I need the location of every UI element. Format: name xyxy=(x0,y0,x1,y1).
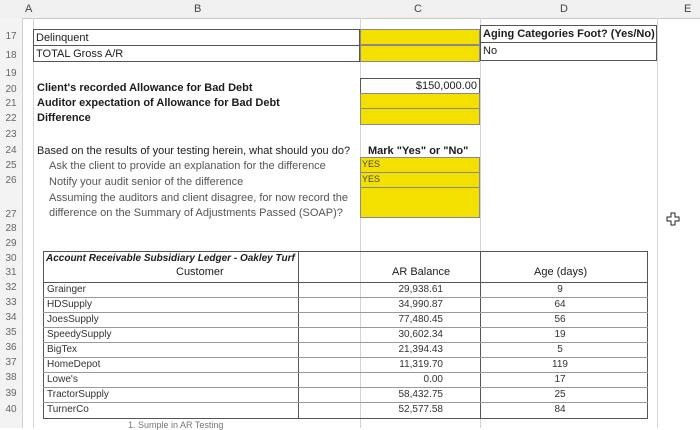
grid-line xyxy=(657,18,658,428)
ledger-age[interactable]: 119 xyxy=(552,359,568,370)
row-number[interactable]: 19 xyxy=(5,68,17,79)
mark-yes-no-instruction: Mark "Yes" or "No" xyxy=(368,145,469,157)
option-record-soap-answer-cell[interactable] xyxy=(360,187,480,218)
grid-line xyxy=(43,282,648,283)
column-e-header[interactable]: E xyxy=(684,3,692,15)
option-notify-senior-label: Notify your audit senior of the difference xyxy=(49,176,244,188)
ledger-age[interactable]: 25 xyxy=(554,389,566,400)
row-number[interactable]: 29 xyxy=(5,238,17,249)
grid-line xyxy=(43,327,648,328)
row-number[interactable]: 26 xyxy=(5,175,17,186)
ledger-age[interactable]: 9 xyxy=(557,284,563,295)
row-number[interactable]: 20 xyxy=(5,84,17,95)
aging-question-label: Aging Categories Foot? (Yes/No) xyxy=(483,28,655,40)
ledger-customer[interactable]: HomeDepot xyxy=(47,359,101,370)
ledger-age[interactable]: 64 xyxy=(554,299,566,310)
column-d-header[interactable]: D xyxy=(560,3,568,15)
ledger-customer[interactable]: TractorSupply xyxy=(47,389,109,400)
grid-line xyxy=(33,18,34,428)
row-number[interactable]: 34 xyxy=(5,312,17,323)
row-number[interactable]: 22 xyxy=(5,113,17,124)
row-number[interactable]: 18 xyxy=(5,50,17,61)
option-explanation-answer: YES xyxy=(362,159,381,169)
ledger-customer[interactable]: JoesSupply xyxy=(47,314,99,325)
age-column-header: Age (days) xyxy=(534,266,588,278)
grid-line xyxy=(298,251,299,419)
delinquent-label: Delinquent xyxy=(36,32,89,44)
grid-line xyxy=(43,312,648,313)
grid-line xyxy=(33,45,360,46)
allowance-recorded-label: Client's recorded Allowance for Bad Debt xyxy=(37,82,253,94)
aging-answer-value[interactable]: No xyxy=(483,45,498,57)
column-a-header[interactable]: A xyxy=(25,3,33,15)
ledger-age[interactable]: 56 xyxy=(554,314,566,325)
grid-line xyxy=(43,282,44,419)
ledger-balance[interactable]: 29,938.61 xyxy=(398,284,443,295)
ledger-balance[interactable]: 58,432.75 xyxy=(398,389,443,400)
ledger-customer[interactable]: TurnerCo xyxy=(47,404,89,415)
ledger-balance[interactable]: 77,480.45 xyxy=(398,314,443,325)
column-header-bar xyxy=(0,0,700,19)
row-number[interactable]: 31 xyxy=(5,267,17,278)
row-number[interactable]: 33 xyxy=(5,297,17,308)
option-explanation-label: Ask the client to provide an explanation for the difference xyxy=(49,160,326,172)
row-number[interactable]: 24 xyxy=(5,145,17,156)
grid-line xyxy=(480,42,657,43)
ledger-customer[interactable]: BigTex xyxy=(47,344,78,355)
total-gross-input-cell[interactable] xyxy=(360,45,480,62)
auditor-expectation-input-cell[interactable] xyxy=(360,93,480,109)
ledger-customer[interactable]: HDSupply xyxy=(47,299,93,310)
ledger-balance[interactable]: 34,990.87 xyxy=(398,299,443,310)
row-number[interactable]: 30 xyxy=(5,253,17,264)
ledger-customer[interactable]: Lowe's xyxy=(47,374,78,385)
ledger-balance[interactable]: 0.00 xyxy=(423,374,443,385)
ar-balance-column-header: AR Balance xyxy=(392,266,451,278)
row-number[interactable]: 27 xyxy=(5,209,17,220)
ledger-age[interactable]: 5 xyxy=(557,344,563,355)
row-number[interactable]: 25 xyxy=(5,160,17,171)
delinquent-input-cell[interactable] xyxy=(360,29,480,45)
row-number[interactable]: 28 xyxy=(5,223,17,234)
total-gross-label: TOTAL Gross A/R xyxy=(36,48,124,60)
ledger-balance[interactable]: 21,394.43 xyxy=(398,344,443,355)
grid-line xyxy=(43,372,648,373)
row-number[interactable]: 17 xyxy=(5,31,17,42)
ledger-customer[interactable]: SpeedySupply xyxy=(47,329,112,340)
based-on-question: Based on the results of your testing herein, what should you do? xyxy=(37,145,351,157)
column-b-header[interactable]: B xyxy=(194,3,202,15)
option-notify-senior-answer: YES xyxy=(362,174,381,184)
ledger-age[interactable]: 19 xyxy=(554,329,566,340)
grid-line xyxy=(43,342,648,343)
customer-column-header: Customer xyxy=(176,266,224,278)
grid-line xyxy=(43,402,648,403)
row-number[interactable]: 21 xyxy=(5,98,17,109)
row-number-gutter xyxy=(0,18,23,428)
difference-input-cell[interactable] xyxy=(360,108,480,125)
ledger-balance[interactable]: 52,577.58 xyxy=(398,404,443,415)
row-number[interactable]: 23 xyxy=(5,129,17,140)
ledger-balance[interactable]: 30,602.34 xyxy=(398,329,443,340)
grid-line xyxy=(43,387,648,388)
grid-line xyxy=(43,297,648,298)
row-number[interactable]: 37 xyxy=(5,357,17,368)
allowance-recorded-value: $150,000.00 xyxy=(415,80,477,92)
option-record-soap-label-line2: difference on the Summary of Adjustments Passed (SOAP)? xyxy=(49,207,343,219)
cell-cursor-plus-icon xyxy=(666,212,680,229)
ledger-customer[interactable]: Grainger xyxy=(47,284,86,295)
row-number[interactable]: 40 xyxy=(5,404,17,415)
row-number[interactable]: 36 xyxy=(5,342,17,353)
ledger-balance[interactable]: 11,319.70 xyxy=(399,359,443,370)
row-number[interactable]: 35 xyxy=(5,327,17,338)
grid-line xyxy=(43,357,648,358)
sheet-tab[interactable]: 1. Sumple in AR Testing xyxy=(128,420,224,430)
grid-line xyxy=(480,251,481,419)
row-number[interactable]: 32 xyxy=(5,282,17,293)
difference-label: Difference xyxy=(37,112,91,124)
column-c-header[interactable]: C xyxy=(414,3,422,15)
ledger-age[interactable]: 84 xyxy=(554,404,566,415)
row-number[interactable]: 38 xyxy=(5,372,17,383)
ledger-title: Account Receivable Subsidiary Ledger - Oakley Turf xyxy=(46,253,295,264)
auditor-expectation-label: Auditor expectation of Allowance for Bad Debt xyxy=(37,97,280,109)
option-record-soap-label-line1: Assuming the auditors and client disagree, for now record the xyxy=(49,192,348,204)
ledger-age[interactable]: 17 xyxy=(554,374,566,385)
row-number[interactable]: 39 xyxy=(5,388,17,399)
